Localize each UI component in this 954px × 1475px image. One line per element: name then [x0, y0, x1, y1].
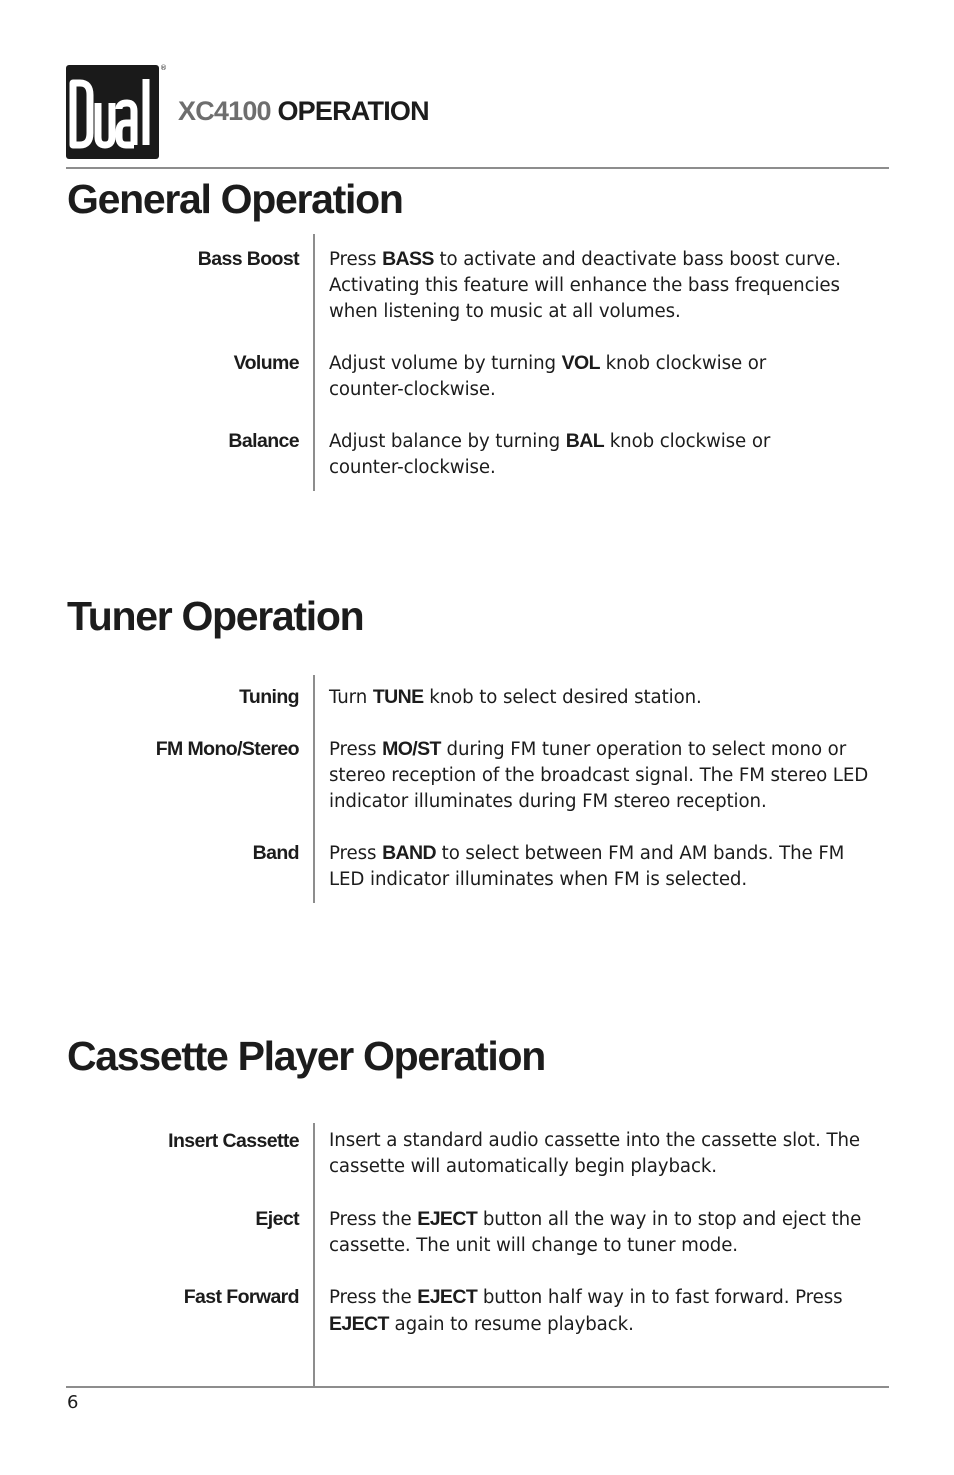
entry-description: Adjust volume by turning VOL knob clockwise or counter-clockwise.	[329, 352, 767, 400]
section-title-general: General Operation	[67, 176, 403, 222]
dual-logo-icon	[66, 65, 159, 159]
entry-description: Adjust balance by turning BAL knob clockwise or counter-clockwise.	[329, 430, 771, 478]
model-name: XC4100	[178, 96, 271, 126]
entry-description: Press the EJECT button all the way in to stop and eject the cassette. The unit will change to tuner mode.	[329, 1208, 862, 1256]
section-divider-tuner	[313, 675, 315, 903]
section-title-cassette: Cassette Player Operation	[67, 1033, 545, 1079]
dual-logo	[66, 65, 159, 159]
entry-label: Insert Cassette	[168, 1130, 299, 1152]
entry-description: Press BASS to activate and deactivate bass boost curve. Activating this feature will enhance the bass frequencies when listening to music at all volumes.	[329, 248, 841, 322]
section-divider-cassette	[313, 1123, 315, 1386]
entry-label: Band	[252, 842, 299, 864]
entry-label: Balance	[228, 430, 299, 452]
section-divider-general	[313, 234, 315, 491]
entry-label: Volume	[233, 352, 299, 374]
entry-label: Eject	[255, 1208, 299, 1230]
entry-description: Turn TUNE knob to select desired station.	[329, 686, 702, 708]
page-number: 6	[67, 1392, 79, 1413]
entry-description: Insert a standard audio cassette into the cassette slot. The cassette will automatically begin playback.	[329, 1130, 860, 1177]
footer-divider	[66, 1386, 889, 1388]
header-title	[178, 96, 429, 127]
registered-mark: ®	[160, 64, 167, 72]
entry-label: Bass Boost	[197, 248, 299, 270]
section-title-tuner: Tuner Operation	[67, 593, 364, 639]
entry-description: Press BAND to select between FM and AM bands. The FM LED indicator illuminates when FM is selected.	[329, 842, 845, 890]
entry-label: FM Mono/Stereo	[155, 738, 299, 760]
header-operation-text: OPERATION	[277, 96, 429, 126]
entry-label: Fast Forward	[183, 1286, 299, 1308]
entry-label: Tuning	[239, 686, 299, 708]
entry-description: Press the EJECT button half way in to fast forward. Press EJECT again to resume playback.	[329, 1286, 843, 1335]
header-divider	[66, 167, 889, 169]
entry-description: Press MO/ST during FM tuner operation to select mono or stereo reception of the broadcast signal. The FM stereo LED indicator illuminates during FM stereo reception.	[329, 738, 869, 812]
